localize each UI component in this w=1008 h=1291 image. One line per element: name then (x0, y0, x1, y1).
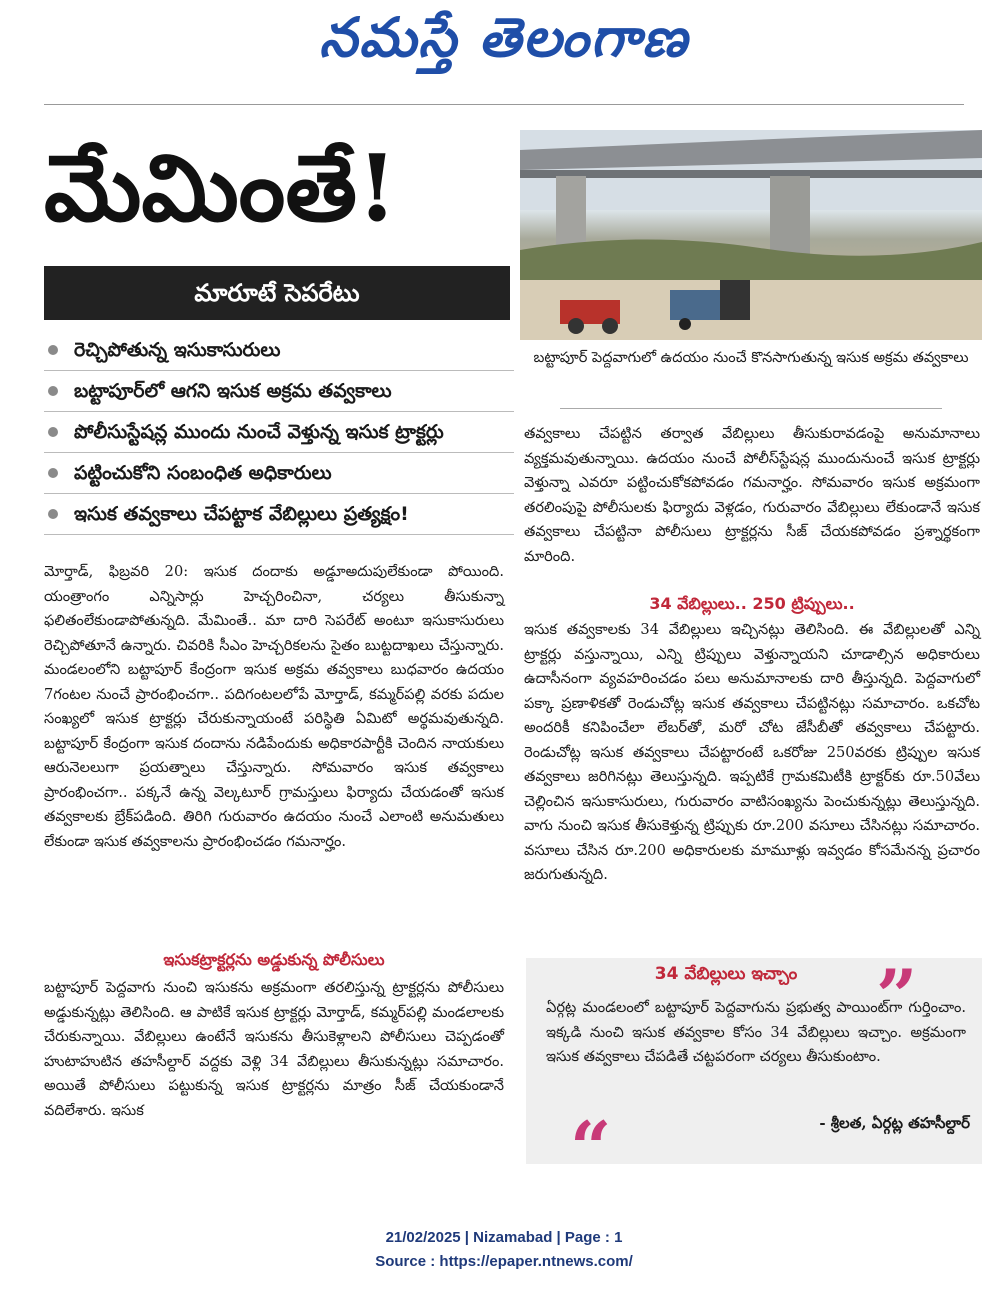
bullet-text: రెచ్చిపోతున్న ఇసుకాసురులు (74, 339, 281, 361)
caption-divider (560, 408, 942, 409)
article-paragraph-police: బట్టాపూర్ పెద్దవాగు నుంచి ఇసుకను అక్రమంగా తరలిస్తున్న ట్రాక్టర్లను పోలీసులు అడ్డుకున్నట్లు తెలిసింది. ఆ పాటికే ఇసుక ట్రాక్టర్లు మోర్తాడ్, కమ్మర్‌పల్లి మండలాలకు చేరుకున్నాయి. వేబిల్లులు ఉంటేనే ఇసుకను తీసుకెళ్లాలని పోలీసులు చెప్పడంతో హుటాహుటిన తహసీల్దార్ వద్దకు వెళ్లి 34 వేబిల్లులు తీసుకున్నట్లు సమాచారం. అయితే పోలీసులు పట్టుకున్న ఇసుక ట్రాక్టర్లను మాత్రం సీజ్ చేయకుండానే వదిలేశారు. ఇసుక (44, 979, 504, 1119)
headline: మేమింతే! (44, 134, 398, 242)
bullet-dot-icon (48, 427, 58, 437)
masthead-divider (44, 104, 964, 105)
bullet-item (44, 412, 514, 453)
quote-title: 34 వేబిల్లులు ఇచ్చాం (654, 964, 798, 984)
subheading-police: ఇసుకట్రాక్టర్లను అడ్డుకున్న పోలీసులు (163, 950, 385, 969)
bullet-text: పట్టించుకోని సంబంధిత అధికారులు (74, 462, 332, 484)
bullet-item (44, 330, 514, 371)
bullet-dot-icon (48, 509, 58, 519)
quote-body: ఏర్గట్ల మండలంలో బట్టాపూర్ పెద్దవాగును ప్రభుత్వ పాయింట్‌గా గుర్తించాం. ఇక్కడి నుంచి ఇసుక తవ్వకాల కోసం 34 వేబిల్లులు ఇచ్చాం. అక్రమంగా ఇసుక తవ్వకాలు చేపడితే చట్టపరంగా చర్యలు తీసుకుంటాం. (546, 999, 966, 1065)
subheading-trips: 34 వేబిల్లులు.. 250 ట్రిప్పులు.. (649, 594, 855, 613)
footer-date-edition: 21/02/2025 | Nizamabad | Page : 1 (385, 1229, 623, 1246)
page-footer (0, 1226, 1008, 1274)
tagline-text: మారూటే సెపరేటు (194, 279, 360, 307)
article-paragraph-waybills: తవ్వకాలు చేపట్టిన తర్వాత వేబిల్లులు తీసుకురావడంపై అనుమానాలు వ్యక్తమవుతున్నాయి. ఉదయం నుంచే పోలీస్‌స్టేషన్ల ముందునుంచే ఇసుక ట్రాక్టర్లు వెళ్తున్నా ఎవరూ పట్టించుకోకపోవడం గమనార్హం. సోమవారం ఇసుక అక్రమంగా తరలింపుపై పోలీసులకు ఫిర్యాదు వెళ్లడం, గురువారం వేబిల్లులు లేకుండానే ఇసుక తవ్వకాలు చేపట్టినా పోలీసులు ట్రాక్టర్లను సీజ్ చేయకపోవడం ప్రశ్నార్థకంగా మారింది. (524, 425, 980, 565)
bullet-text: పోలీసుస్టేషన్ల ముందు నుంచే వెళ్తున్న ఇసుక ట్రాక్టర్లు (74, 421, 444, 443)
bullet-item (44, 453, 514, 494)
bullet-text: ఇసుక తవ్వకాలు చేపట్టాక వేబిల్లులు ప్రత్యక్షం! (74, 503, 409, 525)
bullet-item (44, 494, 514, 535)
article-paragraph-trips: ఇసుక తవ్వకాలకు 34 వేబిల్లులు ఇచ్చినట్లు తెలిసింది. ఈ వేబిల్లులతో ఎన్ని ట్రాక్టర్లు వస్తున్నాయి, ఎన్ని ట్రిప్పులు వెళ్తున్నాయని చూడాల్సిన అధికారులు ఉదాసీనంగా వ్యవహరించడం పలు అనుమానాలకు దారి తీస్తున్నది. పెద్దవాగులో పక్కా ప్రణాళికతో రెండుచోట్ల ఇసుక తవ్వకాలు చేపట్టినట్లు సమాచారం. ఒకచోట అందరికీ కనిపించేలా లేబర్‌తో, మరో చోట జేసీబీతో తవ్వకాలు చేపట్టారు. రెండుచోట్ల ఇసుక తవ్వకాలు చేపట్టారంటే ఒకరోజు 250వరకు ట్రిప్పుల ఇసుక తవ్వకాలు జరిగినట్లు తెలుస్తున్నది. ఇప్పటికే గ్రామకమిటీకి ట్రాక్టర్‌కు రూ.50వేలు చెల్లించిన ఇసుకాసురులు, గురువారం వాటిసంఖ్యను పెంచుకున్నట్లు తెలుస్తున్నది. వాగు నుంచి ఇసుక తీసుకెళ్తున్న ట్రిప్పుకు రూ.200 వసూలు చేసినట్లు సమాచారం. వసూలు చేసిన రూ.200 అధికారులకు మామూళ్లు ఇవ్వడం కోసమేనన్న ప్రచారం జరుగుతున్నది. (524, 621, 980, 883)
bullet-dot-icon (48, 468, 58, 478)
news-photo-bridge (520, 130, 982, 340)
bullet-text: బట్టాపూర్‌లో ఆగని ఇసుక అక్రమ తవ్వకాలు (74, 380, 392, 402)
bridge-illustration (520, 130, 982, 340)
bullet-dot-icon (48, 345, 58, 355)
quote-credit: - శ్రీలత, ఏర్గట్ల తహసీల్దార్ (819, 1114, 970, 1132)
footer-source[interactable]: Source : https://epaper.ntnews.com/ (375, 1253, 633, 1270)
tagline-bar (44, 266, 510, 320)
photo-caption: బట్టాపూర్ పెద్దవాగులో ఉదయం నుంచే కొనసాగుతున్న ఇసుక అక్రమ తవ్వకాలు (533, 350, 969, 366)
masthead-logo: నమస్తే తెలంగాణ (319, 6, 689, 69)
bullet-list (44, 330, 514, 535)
bullet-item (44, 371, 514, 412)
close-quote-icon: ” (876, 953, 918, 1038)
open-quote-icon: “ (570, 1105, 612, 1190)
bullet-dot-icon (48, 386, 58, 396)
article-paragraph-intro: మోర్తాడ్, ఫిబ్రవరి 20: ఇసుక దందాకు అడ్డూఅదుపులేకుండా పోయింది. యంత్రాంగం ఎన్నిసార్లు హెచ్చరించినా, చర్యలు తీసుకున్నా ఫలితంలేకుండాపోతున్నది. మేమింతే.. మా దారి సెపరేట్ అంటూ ఇసుకాసురులు రెచ్చిపోతూనే ఉన్నారు. చివరికి సీఎం హెచ్చరికలను సైతం బుట్టదాఖలు చేస్తున్నారు. మండలంలోని బట్టాపూర్ కేంద్రంగా ఇసుక అక్రమ తవ్వకాలు బుధవారం ఉదయం 7గంటల నుంచే ప్రారంభించగా.. పదిగంటలలోపే మోర్తాడ్, కమ్మర్‌పల్లి వరకు పదుల సంఖ్యలో ఇసుక ట్రాక్టర్లు చేరుకున్నాయంటే పరిస్థితి ఏమిటో అర్థమవుతున్నది. బట్టాపూర్ కేంద్రంగా ఇసుక దందాను నడిపేందుకు అధికారపార్టీకి చెందిన నాయకులు ఆరునెలలుగా ప్రయత్నాలు చేస్తున్నారు. సోమవారం ఇసుక తవ్వకాలు ప్రారంభించగా.. పక్కనే ఉన్న వెల్కటూర్ గ్రామస్తులు ఫిర్యాదు చేయడంతో ఇసుక తవ్వకాలకు బ్రేక్‌పడింది. తిరిగి గురువారం ఉదయం నుంచే ఎలాంటి అనుమతులు లేకుండా ఇసుక తవ్వకాలను ప్రారంభించడం గమనార్హం. (44, 563, 504, 850)
